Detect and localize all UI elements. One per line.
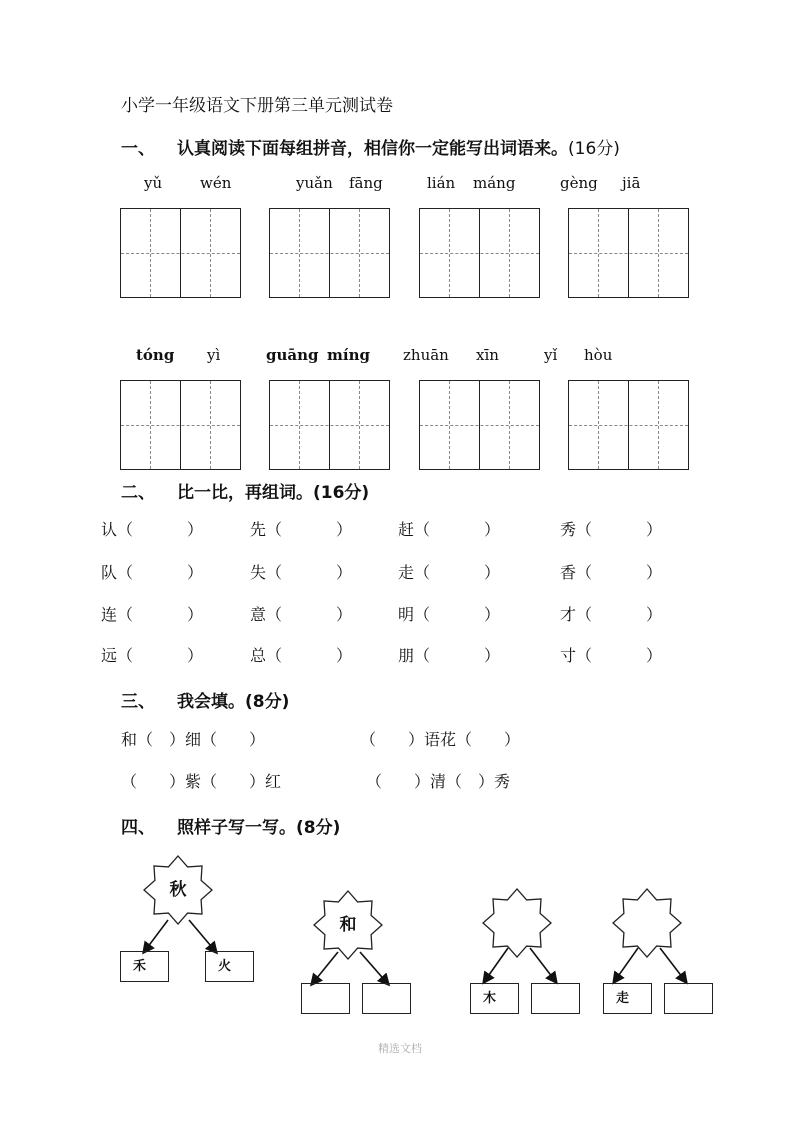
section-4-score: (8分) — [296, 818, 341, 838]
star-shape[interactable] — [143, 855, 213, 925]
open-paren: （ — [266, 646, 283, 665]
compare-char: 才 — [560, 605, 577, 624]
close-paren: ） — [646, 563, 663, 582]
open-paren: （ — [576, 520, 593, 539]
close-paren: ） — [187, 520, 204, 539]
section-4-number: 四、 — [121, 818, 155, 838]
compare-item[interactable] — [560, 560, 662, 583]
section-4-heading — [121, 813, 340, 838]
component-box-right[interactable] — [531, 983, 580, 1014]
close-paren: ） — [187, 646, 204, 665]
close-paren: ） — [646, 520, 663, 539]
section-2-heading — [121, 478, 369, 503]
close-paren: ） — [484, 646, 501, 665]
open-paren: （ — [117, 563, 134, 582]
compare-item[interactable] — [250, 602, 352, 625]
pinyin: yì — [207, 346, 221, 364]
compare-char: 失 — [250, 563, 267, 582]
page-title: 小学一年级语文下册第三单元测试卷 — [121, 96, 393, 116]
open-paren: （ — [414, 563, 431, 582]
close-paren: ） — [484, 563, 501, 582]
section-2-text: 比一比，再组词。 — [177, 483, 313, 503]
open-paren: （ — [266, 520, 283, 539]
star-shape[interactable] — [612, 888, 682, 958]
compare-char: 意 — [250, 605, 267, 624]
compare-char: 明 — [398, 605, 415, 624]
writing-grid[interactable] — [568, 208, 689, 298]
compare-char: 总 — [250, 646, 267, 665]
compare-item[interactable] — [101, 643, 203, 666]
fill-blank[interactable]: （ ）语花（ ） — [360, 730, 521, 749]
compare-item[interactable] — [398, 643, 500, 666]
fill-blank[interactable]: 和（ ）细（ ） — [121, 730, 266, 749]
star-character: 和 — [339, 915, 357, 935]
section-1-number: 一、 — [121, 139, 155, 159]
open-paren: （ — [266, 605, 283, 624]
writing-grid[interactable] — [120, 208, 241, 298]
pinyin: jiā — [622, 174, 641, 192]
star-shape[interactable] — [313, 890, 383, 960]
writing-grid[interactable] — [120, 380, 241, 470]
section-1-heading — [121, 134, 620, 159]
section-2-number: 二、 — [121, 483, 155, 503]
footer-watermark: 精选文档 — [378, 1042, 422, 1055]
compare-char: 朋 — [398, 646, 415, 665]
pinyin: guāng — [266, 346, 319, 364]
open-paren: （ — [414, 646, 431, 665]
section-2-score: (16分) — [313, 483, 370, 503]
compare-item[interactable] — [101, 517, 203, 540]
close-paren: ） — [336, 646, 353, 665]
compare-char: 秀 — [560, 520, 577, 539]
pinyin: hòu — [584, 346, 613, 364]
pinyin: zhuān — [403, 346, 449, 364]
section-3-number: 三、 — [121, 692, 155, 712]
pinyin: míng — [327, 346, 370, 364]
compare-item[interactable] — [398, 602, 500, 625]
section-3-text: 我会填。 — [177, 692, 245, 712]
compare-item[interactable] — [101, 602, 203, 625]
open-paren: （ — [414, 605, 431, 624]
star-character — [482, 888, 552, 958]
pinyin: xīn — [476, 346, 499, 364]
compare-char: 队 — [101, 563, 118, 582]
pinyin: yuǎn — [296, 174, 333, 192]
writing-grid[interactable] — [269, 380, 390, 470]
compare-char: 寸 — [560, 646, 577, 665]
fill-blank[interactable]: （ ）紫（ ）红 — [121, 772, 282, 791]
compare-char: 远 — [101, 646, 118, 665]
open-paren: （ — [266, 563, 283, 582]
section-3-score: (8分) — [245, 692, 290, 712]
compare-char: 香 — [560, 563, 577, 582]
open-paren: （ — [117, 605, 134, 624]
section-3-heading — [121, 687, 289, 712]
compare-char: 走 — [398, 563, 415, 582]
compare-char: 先 — [250, 520, 267, 539]
close-paren: ） — [187, 605, 204, 624]
close-paren: ） — [646, 646, 663, 665]
close-paren: ） — [484, 605, 501, 624]
compare-char: 连 — [101, 605, 118, 624]
component-box-left[interactable]: 木 — [470, 983, 519, 1014]
star-character: 秋 — [169, 880, 187, 900]
close-paren: ） — [187, 563, 204, 582]
pinyin: máng — [473, 174, 516, 192]
open-paren: （ — [117, 520, 134, 539]
component-box-right[interactable]: 火 — [205, 951, 254, 982]
component-box-right[interactable] — [664, 983, 713, 1014]
star-character — [612, 888, 682, 958]
compare-item[interactable] — [398, 560, 500, 583]
component-box-left[interactable]: 走 — [603, 983, 652, 1014]
section-1-text: 认真阅读下面每组拼音，相信你一定能写出词语来。 — [177, 139, 568, 159]
open-paren: （ — [414, 520, 431, 539]
writing-grid[interactable] — [269, 208, 390, 298]
close-paren: ） — [336, 563, 353, 582]
close-paren: ） — [336, 605, 353, 624]
pinyin: lián — [427, 174, 456, 192]
fill-blank[interactable]: （ ）清（ ）秀 — [366, 772, 511, 791]
compare-item[interactable] — [560, 602, 662, 625]
compare-item[interactable] — [250, 643, 352, 666]
open-paren: （ — [576, 605, 593, 624]
compare-char: 认 — [101, 520, 118, 539]
open-paren: （ — [576, 646, 593, 665]
open-paren: （ — [117, 646, 134, 665]
section-1-score: (16分) — [568, 139, 620, 159]
open-paren: （ — [576, 563, 593, 582]
compare-item[interactable] — [560, 643, 662, 666]
compare-item[interactable] — [398, 517, 500, 540]
pinyin: wén — [200, 174, 232, 192]
compare-item[interactable] — [250, 560, 352, 583]
component-box-right[interactable] — [362, 983, 411, 1014]
close-paren: ） — [646, 605, 663, 624]
writing-grid[interactable] — [419, 208, 540, 298]
compare-item[interactable] — [101, 560, 203, 583]
star-shape[interactable] — [482, 888, 552, 958]
close-paren: ） — [484, 520, 501, 539]
component-box-left[interactable] — [301, 983, 350, 1014]
writing-grid[interactable] — [568, 380, 689, 470]
close-paren: ） — [336, 520, 353, 539]
pinyin: tóng — [136, 346, 175, 364]
pinyin: gèng — [560, 174, 598, 192]
component-box-left[interactable]: 禾 — [120, 951, 169, 982]
compare-item[interactable] — [560, 517, 662, 540]
section-4-text: 照样子写一写。 — [177, 818, 296, 838]
writing-grid[interactable] — [419, 380, 540, 470]
pinyin: yǐ — [544, 346, 558, 364]
pinyin: fāng — [349, 174, 383, 192]
compare-char: 赶 — [398, 520, 415, 539]
pinyin: yǔ — [144, 174, 163, 192]
compare-item[interactable] — [250, 517, 352, 540]
